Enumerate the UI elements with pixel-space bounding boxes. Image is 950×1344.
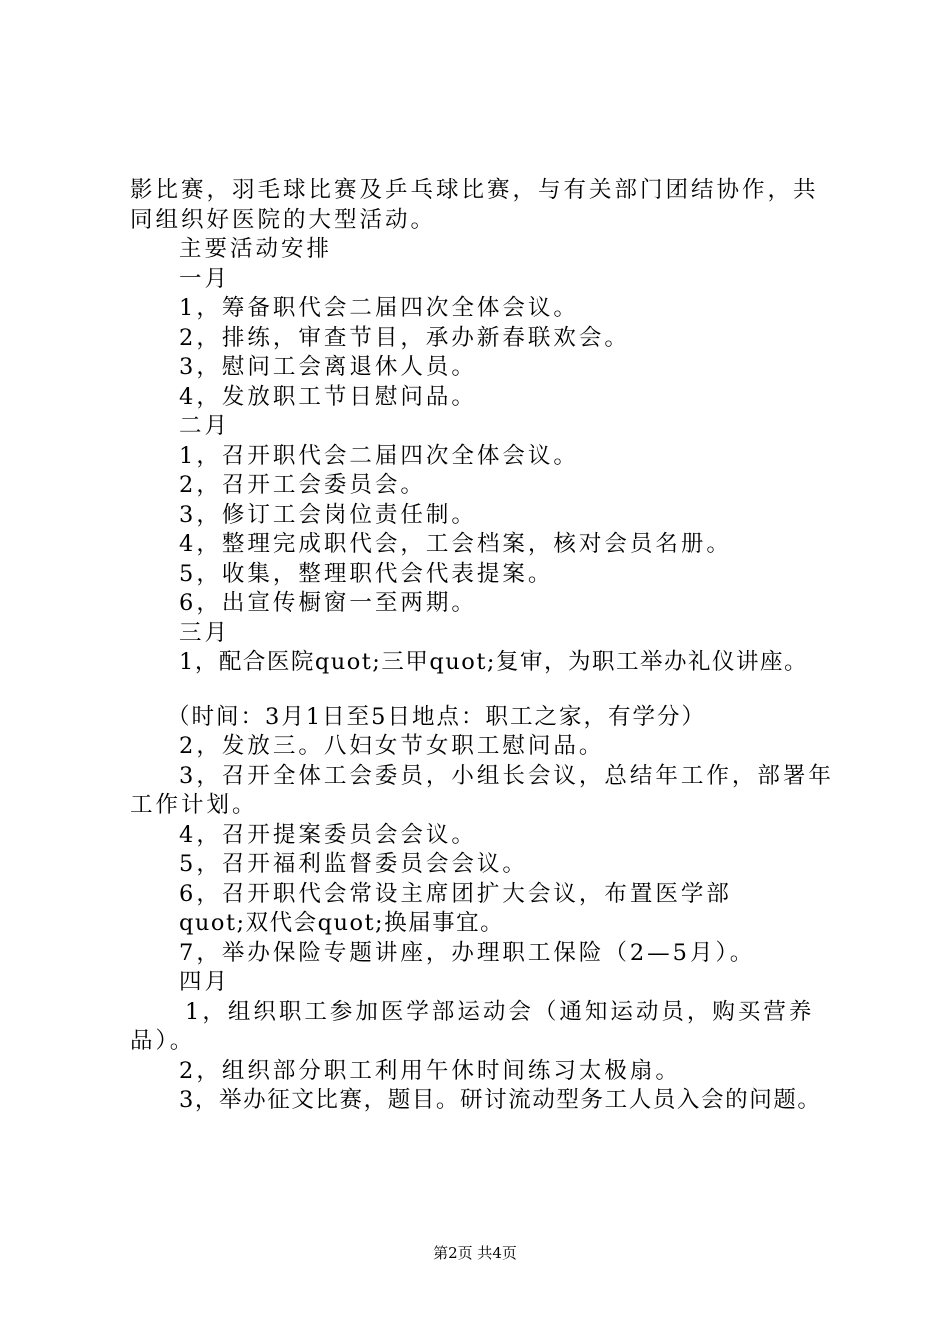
blank-line — [130, 678, 835, 703]
list-item: 4，整理完成职代会，工会档案，核对会员名册。 — [179, 531, 732, 557]
list-item: 3，召开全体工会委员，小组长会议，总结年工作，部署年 — [179, 762, 834, 789]
list-item: 3，举办征文比赛，题目。研讨流动型务工人员入会的问题。 — [179, 1087, 822, 1113]
month-heading: 四月 — [179, 969, 231, 995]
month-heading: 一月 — [179, 265, 231, 292]
list-item: 5，召开福利监督委员会会议。 — [179, 851, 528, 877]
list-item: 4，召开提案委员会会议。 — [179, 821, 477, 848]
page-number-footer: 第2页 共4页 — [433, 1244, 517, 1262]
list-item: 7，举办保险专题讲座，办理职工保险（2—5月）。 — [179, 939, 756, 966]
paragraph-line: 同组织好医院的大型活动。 — [130, 206, 437, 233]
list-item: 2，召开工会委员会。 — [179, 472, 426, 498]
paragraph-line: 品）。 — [130, 1028, 196, 1054]
paragraph-line: 工作计划。 — [130, 792, 258, 818]
month-heading: 二月 — [179, 413, 231, 439]
list-item: 1，筹备职代会二届四次全体会议。 — [179, 295, 579, 321]
paragraph-line: 影比赛，羽毛球比赛及乒乓球比赛，与有关部门团结协作，共 — [130, 177, 819, 203]
list-item: 1，召开职代会二届四次全体会议。 — [179, 442, 579, 469]
list-item: 2，组织部分职工利用午休时间练习太极扇。 — [179, 1057, 681, 1084]
list-item: 6，召开职代会常设主席团扩大会议，布置医学部 — [179, 880, 732, 907]
list-item: 4，发放职工节日慰问品。 — [179, 383, 477, 410]
list-item: 6，出宣传橱窗一至两期。 — [179, 590, 477, 616]
document-body — [130, 176, 835, 1116]
list-item-continuation: quot;双代会quot;换届事宜。 — [179, 910, 505, 936]
list-item: 2，发放三。八妇女节女职工慰问品。 — [179, 733, 605, 759]
list-item: 1，配合医院quot;三甲quot;复审，为职工举办礼仪讲座。 — [179, 649, 808, 675]
list-item: 3，慰问工会离退休人员。 — [179, 354, 477, 380]
section-heading: 主要活动安排 — [179, 236, 333, 262]
list-item: 3，修订工会岗位责任制。 — [179, 501, 477, 528]
list-item: 2，排练，审查节目，承办新春联欢会。 — [179, 324, 630, 351]
month-heading: 三月 — [179, 619, 231, 646]
list-item: 5，收集，整理职代会代表提案。 — [179, 560, 554, 587]
list-item: 1，组织职工参加医学部运动会（通知运动员，购买营养 — [185, 998, 815, 1025]
list-item-note: （时间：3月1日至5日地点：职工之家，有学分） — [167, 703, 706, 730]
